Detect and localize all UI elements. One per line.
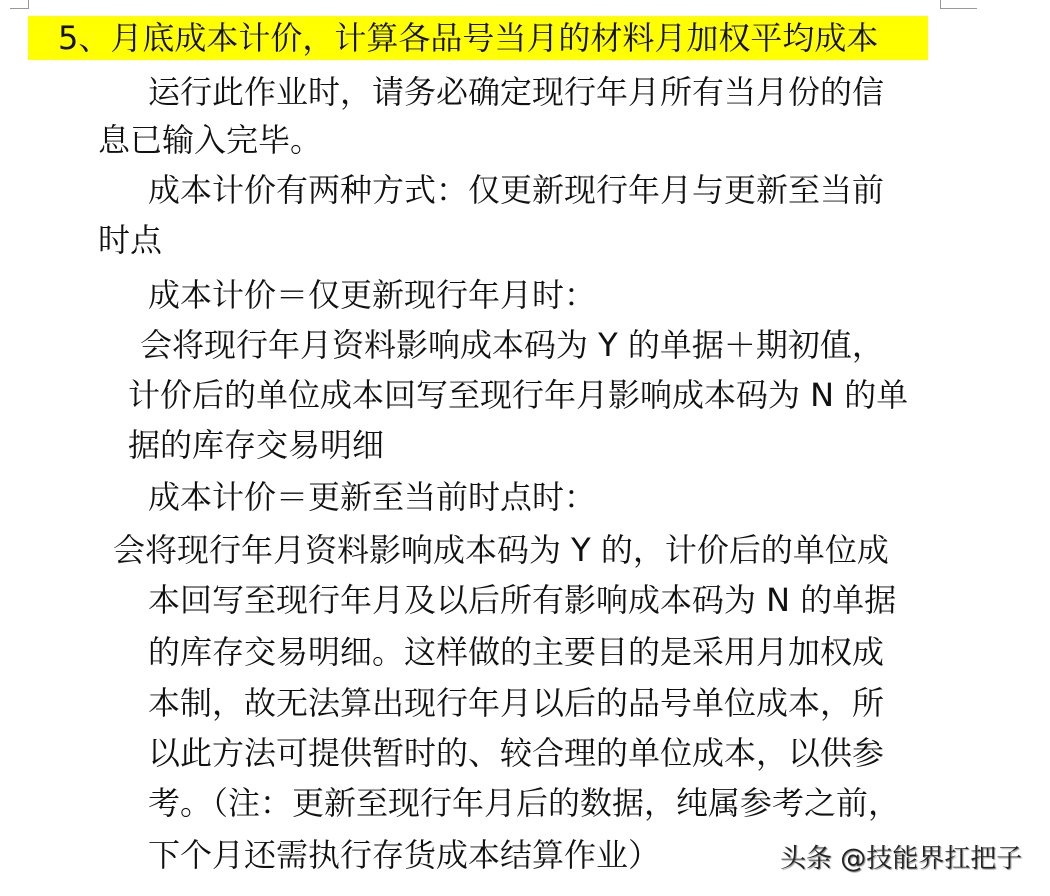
watermark: 头条 @技能界扛把子 [780, 844, 1023, 874]
section-heading: 5、月底成本计价，计算各品号当月的材料月加权平均成本 [28, 16, 928, 60]
paragraph-line: 据的库存交易明细 [128, 426, 385, 464]
paragraph-line: 计价后的单位成本回写至现行年月影响成本码为 N 的单 [128, 376, 909, 414]
paragraph-line: 考。（注：更新至现行年月后的数据，纯属参考之前， [148, 784, 901, 822]
paragraph-line: 成本计价＝更新至当前时点时： [148, 478, 597, 516]
paragraph-line: 会将现行年月资料影响成本码为 Y 的，计价后的单位成 [113, 531, 889, 569]
paragraph-line: 本回写至现行年月及以后所有影响成本码为 N 的单据 [148, 581, 897, 619]
paragraph-line: 息已输入完毕。 [98, 121, 323, 159]
paragraph-line: 以此方法可提供暂时的、较合理的单位成本，以供参 [148, 734, 885, 772]
paragraph-line: 成本计价＝仅更新现行年月时： [148, 276, 597, 314]
paragraph-line: 本制，故无法算出现行年月以后的品号单位成本，所 [148, 684, 885, 722]
paragraph-line: 的库存交易明细。这样做的主要目的是采用月加权成 [148, 633, 885, 671]
paragraph-line: 下个月还需执行存货成本结算作业） [148, 836, 661, 874]
page-corner-mark-right [940, 0, 977, 9]
page-corner-mark-left [10, 0, 29, 9]
paragraph-line: 运行此作业时，请务必确定现行年月所有当月份的信 [148, 73, 885, 111]
paragraph-line: 成本计价有两种方式：仅更新现行年月与更新至当前 [148, 171, 885, 209]
paragraph-line: 会将现行年月资料影响成本码为 Y 的单据＋期初值， [140, 326, 884, 364]
paragraph-line: 时点 [98, 221, 163, 259]
